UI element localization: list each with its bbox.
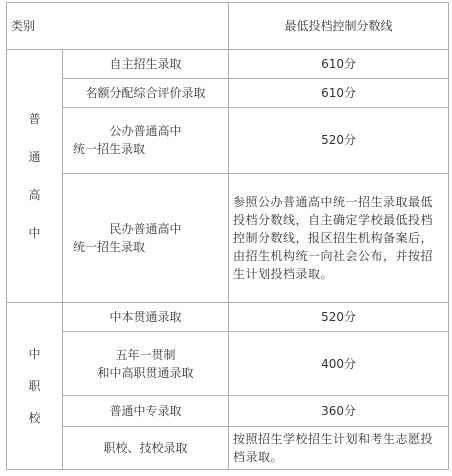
category-char: 校 xyxy=(28,411,41,426)
category-general-high-school xyxy=(7,50,63,303)
category-char: 中 xyxy=(28,226,41,241)
category-char: 高 xyxy=(28,188,41,203)
table-row xyxy=(7,395,449,426)
table-row xyxy=(7,173,449,303)
header-category: 类别 xyxy=(7,3,229,50)
method-line: 中本贯通录取 xyxy=(109,310,182,325)
score-value: 400分 xyxy=(229,332,449,396)
admission-method xyxy=(63,395,229,426)
admission-method xyxy=(63,426,229,469)
score-note: 参照公办普通高中统一招生录取最低投档分数线，自主确定学校最低投档控制分数线，报区招生机构备案后，由招生机构统一向社会公布，并按招生计划投档录取。 xyxy=(229,173,449,303)
score-value: 610分 xyxy=(229,50,449,79)
method-line: 名额分配综合评价录取 xyxy=(85,86,206,100)
method-line: 职校、技校录取 xyxy=(103,440,188,455)
table-row xyxy=(7,50,449,79)
score-value: 520分 xyxy=(229,303,449,332)
score-value: 610分 xyxy=(229,79,449,108)
admission-method xyxy=(63,50,229,79)
category-char: 职 xyxy=(28,379,41,394)
table-row xyxy=(7,79,449,108)
method-line: 民办普通高中 xyxy=(109,222,182,237)
method-line: 自主招生录取 xyxy=(109,57,182,72)
admission-method xyxy=(63,107,229,173)
category-char: 通 xyxy=(28,150,41,165)
admission-method xyxy=(63,332,229,396)
score-value: 520分 xyxy=(229,107,449,173)
category-char: 中 xyxy=(28,347,41,362)
method-line: 统一招生录取 xyxy=(73,142,146,157)
score-value: 360分 xyxy=(229,395,449,426)
table-row xyxy=(7,107,449,173)
method-line: 公办普通高中 xyxy=(109,124,182,139)
method-line: 普通中专录取 xyxy=(109,403,182,418)
method-line: 和中高职贯通录取 xyxy=(97,365,194,380)
admission-method xyxy=(63,303,229,332)
method-line: 五年一贯制 xyxy=(115,347,176,362)
admission-score-table xyxy=(6,2,449,470)
table-row xyxy=(7,426,449,469)
admission-method xyxy=(63,173,229,303)
table-row xyxy=(7,332,449,396)
score-note: 按照招生学校招生计划和考生志愿投档录取。 xyxy=(229,426,449,469)
table-header-row xyxy=(7,3,449,50)
header-score: 最低投档控制分数线 xyxy=(229,3,449,50)
admission-method xyxy=(63,79,229,108)
method-line: 统一招生录取 xyxy=(73,240,146,255)
category-vocational-school xyxy=(7,303,63,470)
table-row xyxy=(7,303,449,332)
category-char: 普 xyxy=(28,112,41,127)
